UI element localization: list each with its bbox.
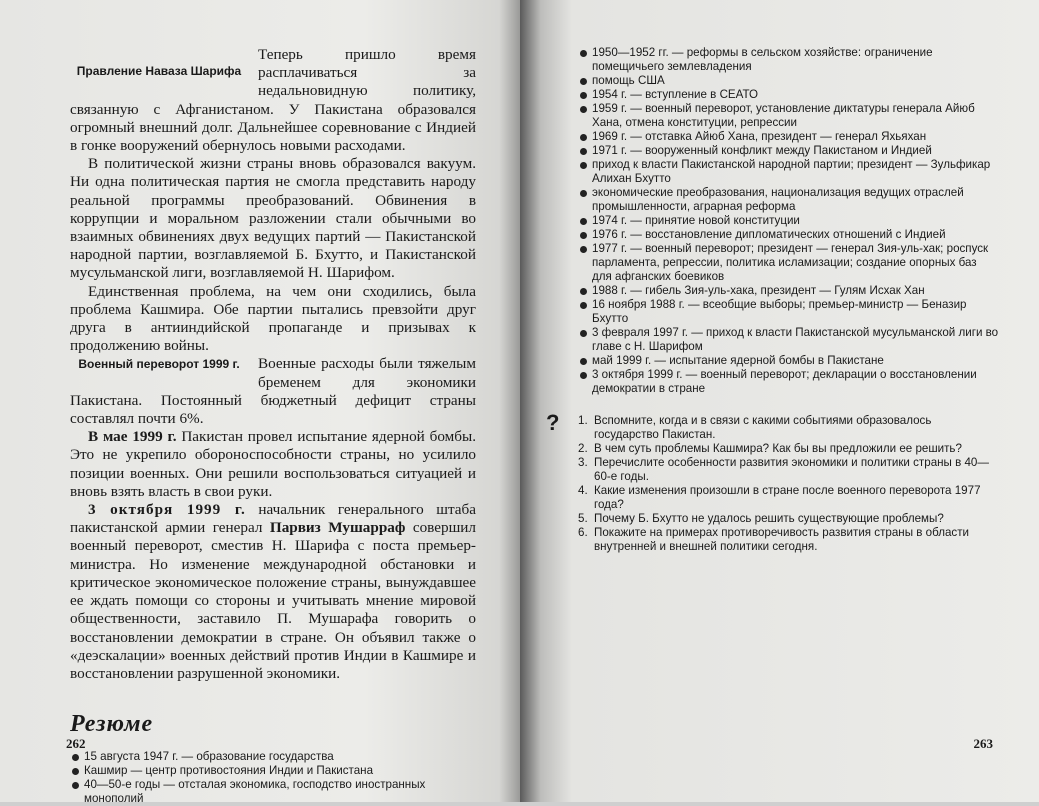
paragraph [70,501,476,683]
questions-section [546,410,999,554]
question-number: 4. [578,484,588,497]
question-number: 6. [578,526,588,539]
question-number: 5. [578,512,588,525]
page-number: 263 [973,736,993,751]
list-item: май 1999 г. — испытание ядерной бомбы в Пакистане [578,354,999,368]
paragraph-text: совершил военный переворот, сместив Н. Шарифа с поста премьер-министра. Но изменение международной обстановки и критическое экономическое положение страны, вынуждавшее ее ждать помощи со стороны и учитывать мнение мировой общественности, заставило П. Мушарафа говорить о восстановлении демократии в стране. Он объявил также о «деэскалации» военных действий против Индии в Кашмире и восстановлении разрушенной экономики. [70,519,476,682]
questions-list [578,414,999,554]
list-item: 1950—1952 гг. — реформы в сельском хозяйстве: ограничение помещичьего землевладения [578,46,999,74]
list-item: 1974 г. — принятие новой конституции [578,214,999,228]
question-item [578,456,999,484]
paragraph: Единственная проблема, на чем они сходились, была проблема Кашмира. Обе партии пытались превзойти друг друга в антииндийской пропаганде и призывах к продолжению войны. [70,282,476,355]
name-emphasis: Парвиз Мушарраф [269,519,406,537]
list-item: 40—50-е годы — отсталая экономика, господство иностранных монополий [70,778,476,806]
resume-heading: Резюме [70,711,154,738]
paragraph [70,428,476,501]
list-item: экономические преобразования, национализация ведущих отраслей промышленности, аграрная реформа [578,186,999,214]
question-item [578,526,999,554]
list-item: приход к власти Пакистанской народной партии; президент — Зульфикар Алихан Бхутто [578,158,999,186]
date-emphasis: 3 октября 1999 г. [88,501,246,519]
side-heading-sharif: Правление Наваза Шарифа [76,64,242,78]
paragraph-text: начальник генерального штаба пакистанской армии генерал [70,501,477,537]
paragraph: Теперь пришло время расплачиваться за недальновидную политику, связанную с Афганистаном. У Пакистана образовался огромный внешний долг. Дальнейшее соревнование с Индией в гонке вооружений обернулось новыми расходами. [70,46,476,155]
question-item [578,512,999,526]
list-item: помощь США [578,74,999,88]
page-number: 262 [66,736,86,751]
list-item: 16 ноября 1988 г. — всеобщие выборы; премьер-министр — Беназир Бхутто [578,298,999,326]
list-item: 1977 г. — военный переворот; президент — генерал Зия-уль-хак; роспуск парламента, репрессии, политика исламизации; создание опорных баз для афганских боевиков [578,242,999,284]
side-heading-coup: Военный переворот 1999 г. [78,357,240,372]
question-item [578,484,999,512]
list-item: 3 октября 1999 г. — военный переворот; декларации о восстановлении демократии в стране [578,368,999,396]
question-number: 1. [578,414,588,427]
list-item: 1971 г. — вооруженный конфликт между Пакистаном и Индией [578,144,999,158]
question-text: Какие изменения произошли в стране после военного переворота 1977 года? [594,484,981,511]
list-item: 1959 г. — военный переворот, установление диктатуры генерала Айюб Хана, отмена конституции, репрессии [578,102,999,130]
chronology-list [578,46,999,396]
list-item: 3 февраля 1997 г. — приход к власти Пакистанской мусульманской лиги во главе с Н. Шарифом [578,326,999,354]
list-item: 1988 г. — гибель Зия-уль-хака, президент — Гулям Исхак Хан [578,284,999,298]
date-emphasis: В мае 1999 г. [88,428,177,446]
question-item [578,414,999,442]
question-mark-icon: ? [546,410,560,435]
question-number: 3. [578,456,588,469]
question-text: Вспомните, когда и в связи с какими событиями образовалось государство Пакистан. [594,414,932,441]
question-item [578,442,999,456]
question-number: 2. [578,442,588,455]
list-item: Кашмир — центр противостояния Индии и Пакистана [70,764,476,778]
question-text: Почему Б. Бхутто не удалось решить существующие проблемы? [594,512,944,525]
list-item: 1954 г. — вступление в СЕАТО [578,88,999,102]
list-item: 15 августа 1947 г. — образование государства [70,750,476,764]
question-text: В чем суть проблемы Кашмира? Как бы вы предложили ее решить? [594,442,962,455]
question-text: Перечислите особенности развития экономики и политики страны в 40—60-е годы. [594,456,989,483]
list-item: 1976 г. — восстановление дипломатических отношений с Индией [578,228,999,242]
list-item: 1969 г. — отставка Айюб Хана, президент — генерал Яхьяхан [578,130,999,144]
paragraph: В политической жизни страны вновь образовался вакуум. Ни одна политическая партия не смогла представить народу реальной программы преобразований. Обвинения в коррупции и моральном разложении стали обычными во взаимных обвинениях двух ведущих партий — Пакистанской народной партии, возглавляемой Б. Бхутто, и Пакистанской мусульманской лиги, возглавляемой Н. Шарифом. [70,155,476,282]
question-text: Покажите на примерах противоречивость развития страны в области внутренней и внешней политики сегодня. [594,526,970,553]
resume-list [70,750,476,806]
paragraph: Военные расходы были тяжелым бременем для экономики Пакистана. Постоянный бюджетный дефицит страны составлял почти 6%. [70,355,476,428]
paragraph-text: Пакистан провел испытание ядерной бомбы. Это не укрепило обороноспособности страны, но усилило позиции военных. Они решили воспользоваться ситуацией и вновь взять власть в свои руки. [70,428,476,500]
right-page [520,0,1039,802]
